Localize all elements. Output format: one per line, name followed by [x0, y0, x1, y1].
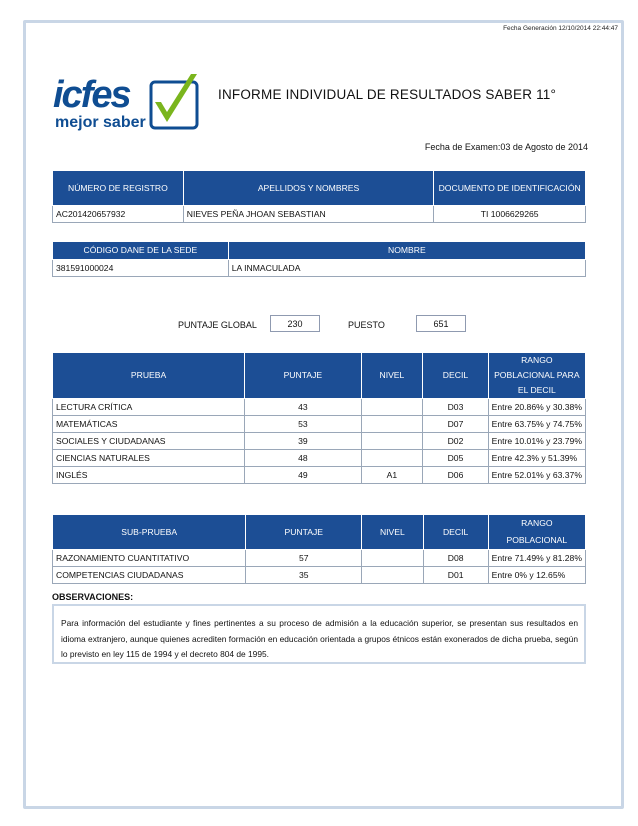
- table-row: [53, 416, 586, 433]
- puntaje-value: 49: [245, 467, 361, 484]
- rango-value: Entre 42.3% y 51.39%: [488, 450, 585, 467]
- rango-value: Entre 63.75% y 74.75%: [488, 416, 585, 433]
- prueba-name: SOCIALES Y CIUDADANAS: [53, 433, 245, 450]
- nivel-value: [362, 567, 423, 584]
- header-nivel: NIVEL: [361, 353, 423, 399]
- nivel-value: [361, 450, 423, 467]
- puntaje-value: 53: [245, 416, 361, 433]
- table-row: [53, 399, 586, 416]
- puntaje-value: 57: [246, 550, 362, 567]
- table-row: [53, 433, 586, 450]
- prueba-name: LECTURA CRÍTICA: [53, 399, 245, 416]
- decil-value: D02: [423, 433, 488, 450]
- nivel-value: [361, 416, 423, 433]
- puntaje-value: 48: [245, 450, 361, 467]
- header-registro: NÚMERO DE REGISTRO: [53, 171, 184, 206]
- subprueba-table: [52, 514, 586, 584]
- nivel-value: [361, 399, 423, 416]
- sede-nombre-value: LA INMACULADA: [228, 260, 585, 277]
- nombre-value: NIEVES PEÑA JHOAN SEBASTIAN: [183, 206, 434, 223]
- decil-value: D08: [423, 550, 488, 567]
- nivel-value: A1: [361, 467, 423, 484]
- puesto-label: PUESTO: [348, 320, 385, 330]
- report-title: INFORME INDIVIDUAL DE RESULTADOS SABER 11°: [218, 87, 557, 102]
- rango-value: Entre 52.01% y 63.37%: [488, 467, 585, 484]
- decil-value: D05: [423, 450, 488, 467]
- documento-value: TI 1006629265: [434, 206, 586, 223]
- prueba-name: INGLÉS: [53, 467, 245, 484]
- table-row: [53, 550, 586, 567]
- subprueba-name: RAZONAMIENTO CUANTITATIVO: [53, 550, 246, 567]
- decil-value: D01: [423, 567, 488, 584]
- logo-tagline: mejor saber: [55, 114, 146, 131]
- decil-value: D03: [423, 399, 488, 416]
- nivel-value: [362, 550, 423, 567]
- prueba-name: MATEMÁTICAS: [53, 416, 245, 433]
- rango-value: Entre 0% y 12.65%: [488, 567, 585, 584]
- prueba-name: CIENCIAS NATURALES: [53, 450, 245, 467]
- table-row: [53, 450, 586, 467]
- puntaje-value: 43: [245, 399, 361, 416]
- sede-table: [52, 241, 586, 277]
- puesto-value: 651: [416, 315, 466, 332]
- header-decil: DECIL: [423, 353, 488, 399]
- rango-value: Entre 10.01% y 23.79%: [488, 433, 585, 450]
- decil-value: D06: [423, 467, 488, 484]
- observaciones-title: OBSERVACIONES:: [52, 592, 134, 602]
- rango-value: Entre 20.86% y 30.38%: [488, 399, 585, 416]
- registro-value: AC201420657932: [53, 206, 184, 223]
- puntaje-value: 35: [246, 567, 362, 584]
- student-table: [52, 170, 586, 223]
- header-sub-nivel: NIVEL: [362, 515, 423, 550]
- puntaje-global-value: 230: [270, 315, 320, 332]
- header-sede-nombre: NOMBRE: [228, 242, 585, 260]
- decil-value: D07: [423, 416, 488, 433]
- header-prueba: PRUEBA: [53, 353, 245, 399]
- header-sub-rango: RANGO POBLACIONAL: [488, 515, 585, 550]
- codigo-dane-value: 381591000024: [53, 260, 229, 277]
- puntaje-value: 39: [245, 433, 361, 450]
- results-table: [52, 352, 586, 484]
- header-rango: RANGO POBLACIONAL PARA EL DECIL: [488, 353, 585, 399]
- header-sub-decil: DECIL: [423, 515, 488, 550]
- exam-date: Fecha de Examen:03 de Agosto de 2014: [424, 142, 588, 152]
- puntaje-global-label: PUNTAJE GLOBAL: [178, 320, 257, 330]
- subprueba-name: COMPETENCIAS CIUDADANAS: [53, 567, 246, 584]
- header-codigo-dane: CÓDIGO DANE DE LA SEDE: [53, 242, 229, 260]
- header-subprueba: SUB-PRUEBA: [53, 515, 246, 550]
- header-puntaje: PUNTAJE: [245, 353, 361, 399]
- table-row: [53, 467, 586, 484]
- nivel-value: [361, 433, 423, 450]
- table-row: [53, 567, 586, 584]
- rango-value: Entre 71.49% y 81.28%: [488, 550, 585, 567]
- header-sub-puntaje: PUNTAJE: [246, 515, 362, 550]
- generation-date: Fecha Generación 12/10/2014 22:44:47: [503, 25, 618, 32]
- header-nombres: APELLIDOS Y NOMBRES: [183, 171, 434, 206]
- logo-word: icfes: [53, 74, 130, 116]
- header-documento: DOCUMENTO DE IDENTIFICACIÓN: [434, 171, 586, 206]
- observaciones-text: Para información del estudiante y fines pertinentes a su proceso de admisión a la educación superior, se presentan sus resultados en idioma extranjero, aunque quienes acrediten formación en educación orientada a grupos étnicos están exonerados de dicha prueba, según lo previsto en ley 115 de 1994 y el decreto 804 de 1995.: [52, 604, 586, 664]
- icfes-logo: [51, 72, 201, 134]
